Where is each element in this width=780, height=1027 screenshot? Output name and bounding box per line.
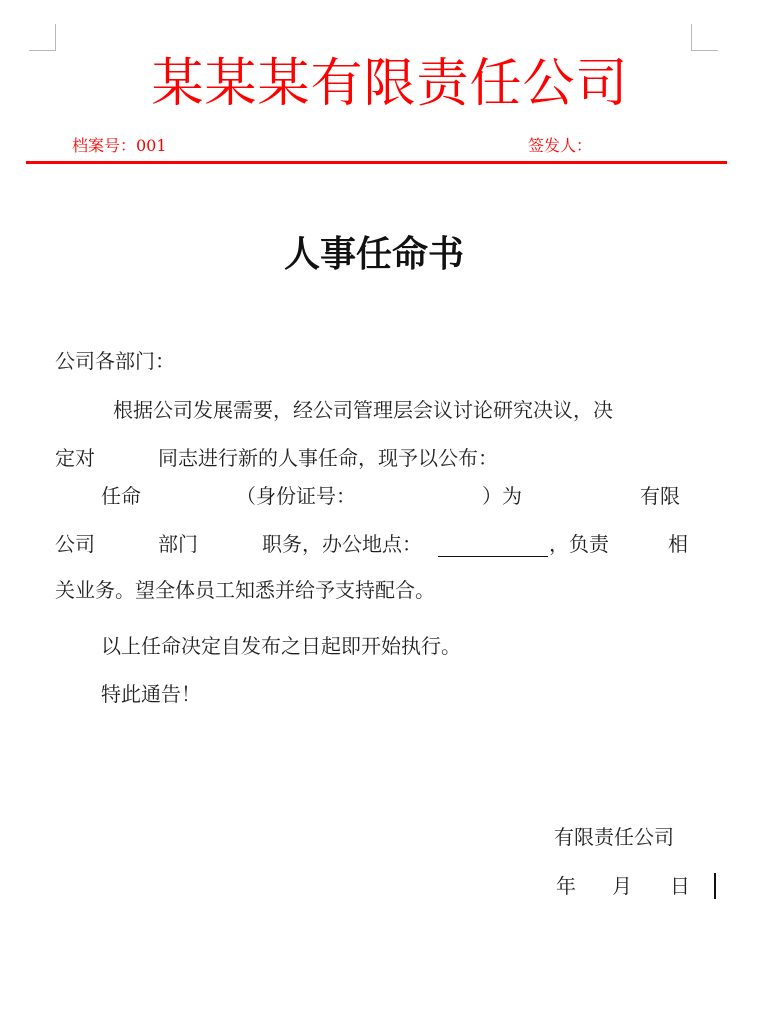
issuer-label: 签发人： xyxy=(528,136,593,155)
paragraph-1-line-1: 根据公司发展需要，经公司管理层会议讨论研究决议，决 xyxy=(113,398,613,422)
signature-month: 月 xyxy=(612,874,632,898)
document-title: 人事任命书 xyxy=(283,233,464,275)
text-cursor xyxy=(714,873,716,899)
appointment-line-3: 关业务。望全体员工知悉并给予支持配合。 xyxy=(55,578,435,602)
appointment-line-2-a: 公司 xyxy=(55,532,95,556)
appointment-line-2-d: ，负责 xyxy=(549,532,609,556)
appointment-line-1-c: ）为 xyxy=(482,484,522,508)
company-name-header: 某某某有限责任公司 xyxy=(151,54,629,114)
appointment-line-2-e: 相 xyxy=(668,532,688,556)
salutation: 公司各部门： xyxy=(55,349,175,373)
signature-year: 年 xyxy=(556,874,576,898)
paragraph-1-line-2-end: 同志进行新的人事任命，现予以公布： xyxy=(158,446,498,470)
appointment-line-2-b: 部门 xyxy=(158,532,198,556)
header-red-divider xyxy=(26,161,727,164)
signature-day: 日 xyxy=(670,874,690,898)
corner-mark-top-left xyxy=(29,24,56,51)
appointment-line-1-d: 有限 xyxy=(640,484,680,508)
appointment-line-2-c: 职务，办公地点： xyxy=(262,532,422,556)
paragraph-2: 以上任命决定自发布之日起即开始执行。 xyxy=(101,634,461,658)
office-location-blank xyxy=(438,556,548,557)
corner-mark-top-right xyxy=(691,24,718,51)
file-number-label: 档案号：001 xyxy=(72,136,167,155)
paragraph-3: 特此通告！ xyxy=(101,682,201,706)
paragraph-1-line-2-start: 定对 xyxy=(55,446,95,470)
signature-company: 有限责任公司 xyxy=(554,825,674,849)
appointment-line-1-b: （身份证号： xyxy=(236,484,356,508)
appointment-line-1-a: 任命 xyxy=(101,484,141,508)
